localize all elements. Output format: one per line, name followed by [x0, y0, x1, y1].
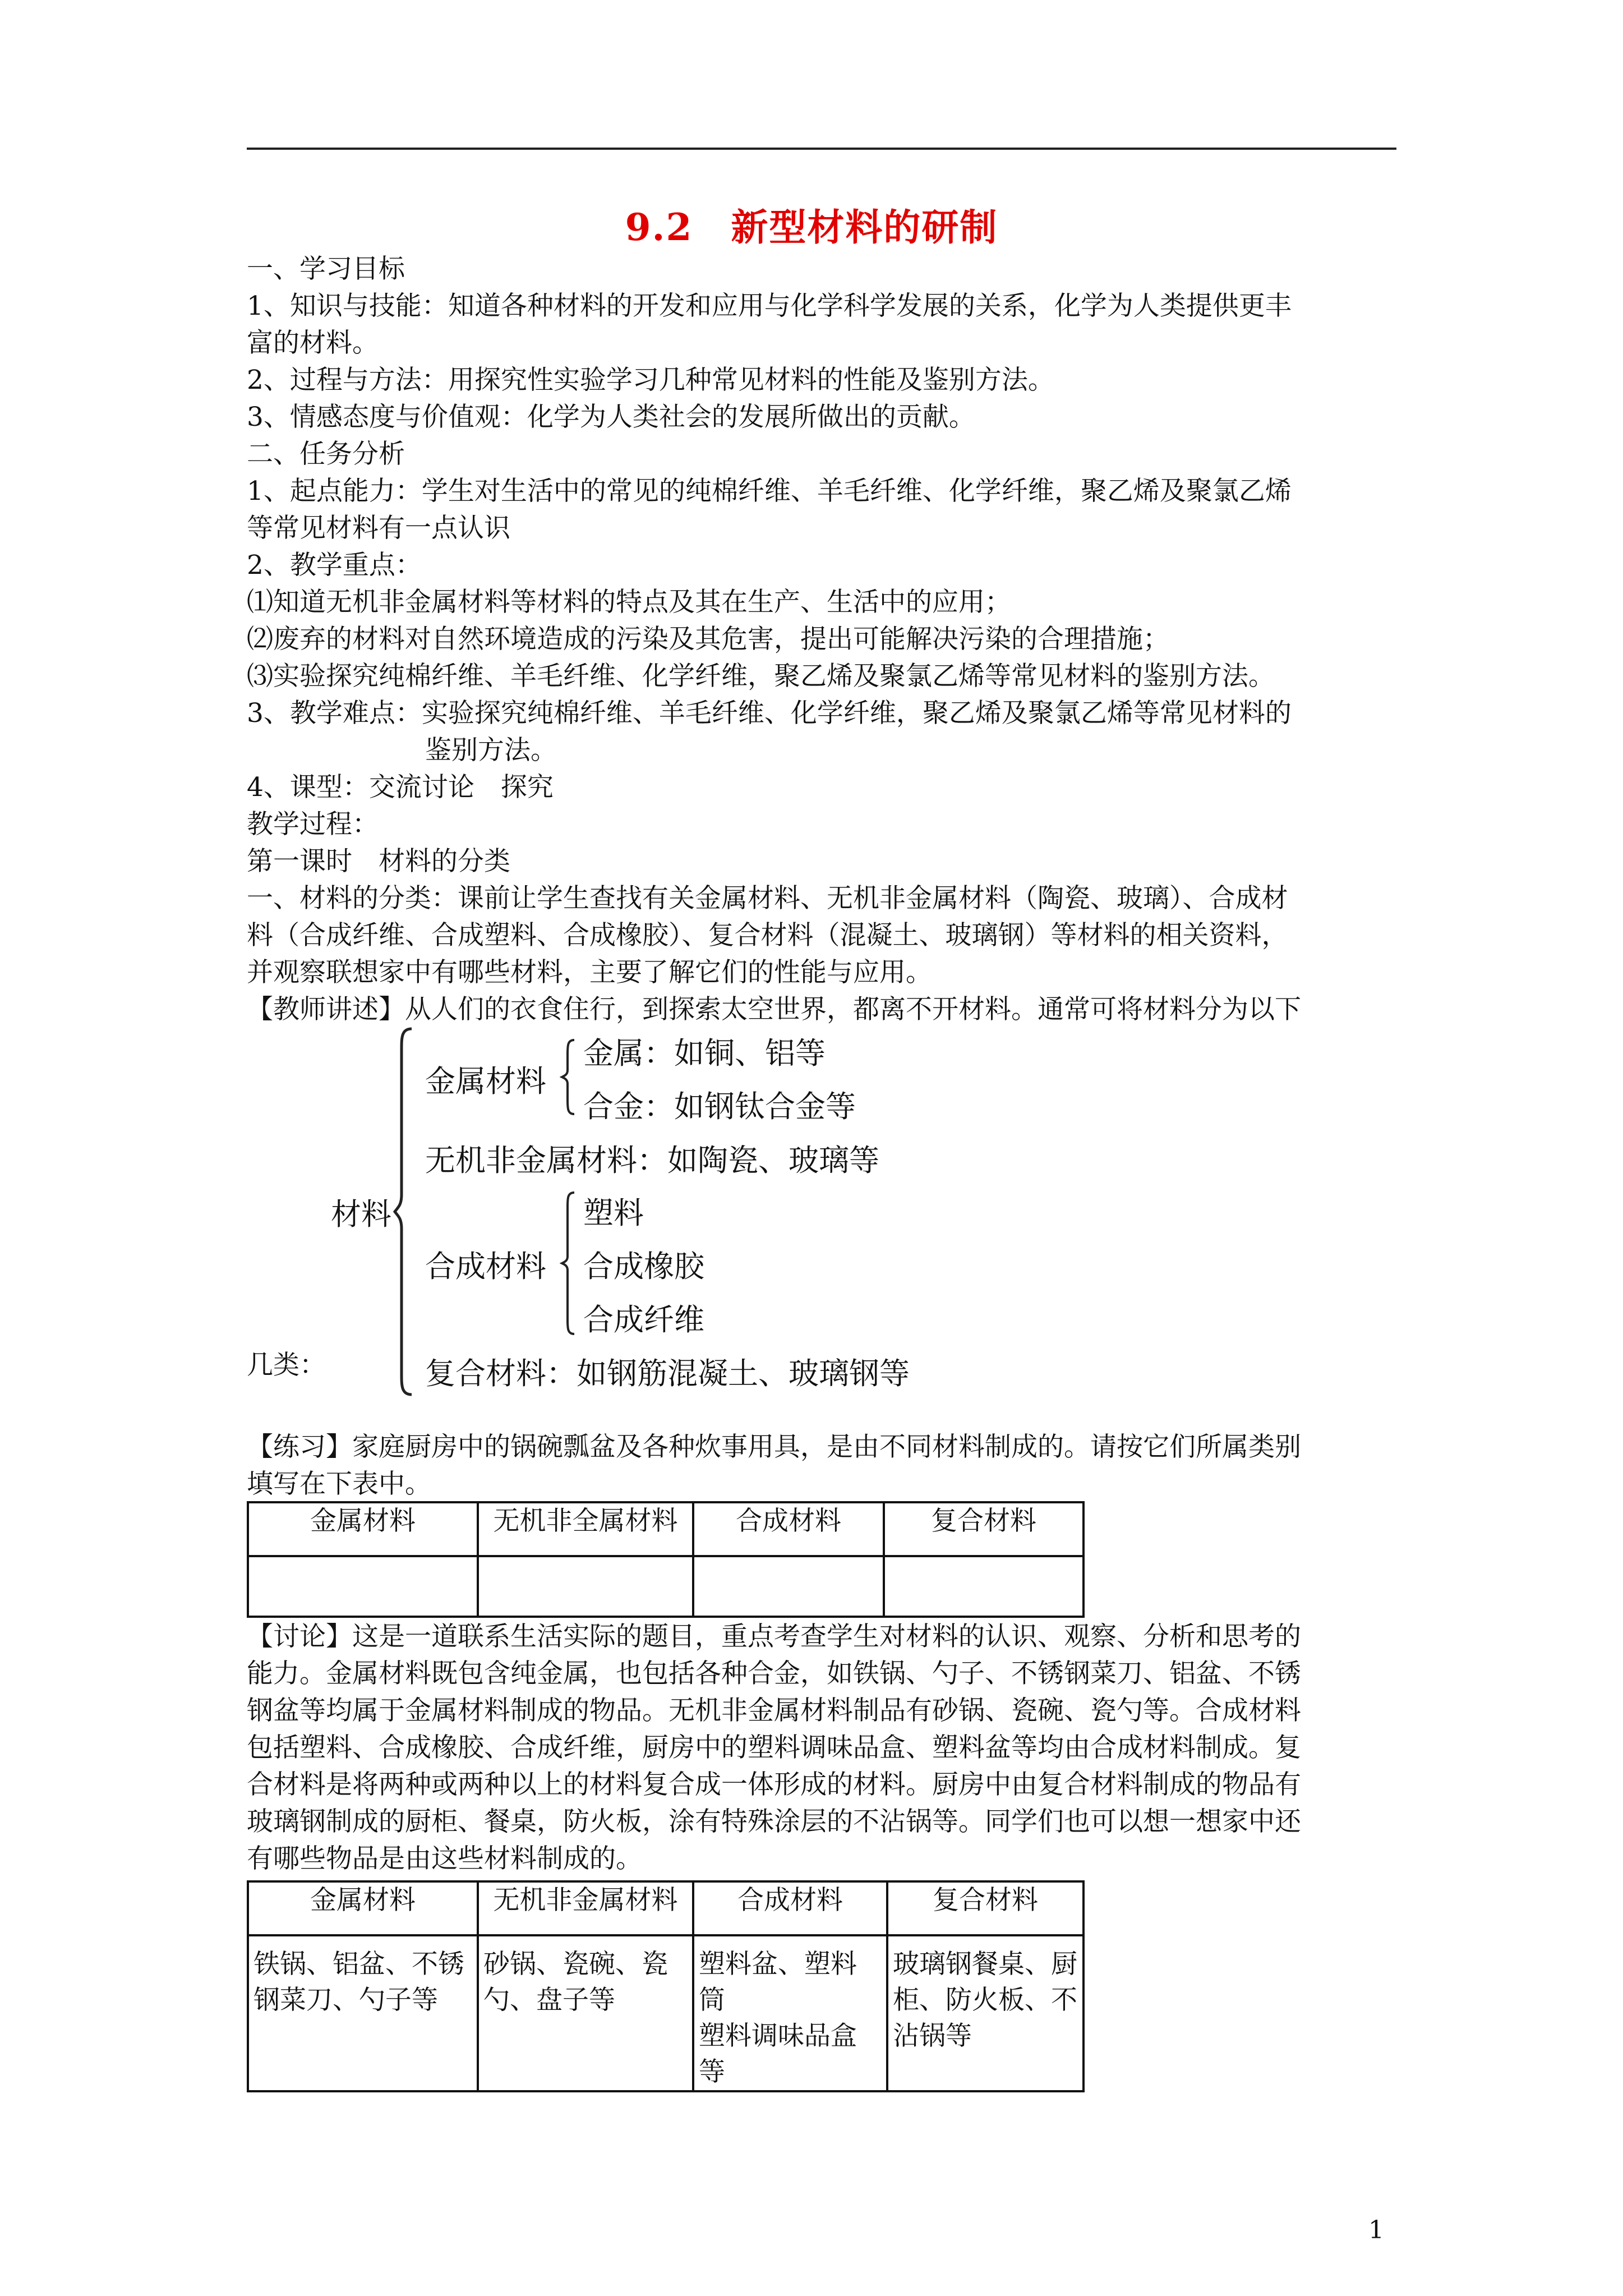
- cell-line: 勺、盘子等: [483, 1985, 615, 2016]
- table-cell: [248, 1935, 478, 2091]
- text-line: ⑴知道无机非金属材料等材料的特点及其在生产、生活中的应用；: [247, 587, 1011, 618]
- synthetic-brace: [560, 1190, 577, 1336]
- cell-line: 铁锅、铝盆、不锈: [253, 1949, 464, 1980]
- text-line: 3、情感态度与价值观：化学为人类社会的发展所做出的贡献。: [247, 402, 975, 432]
- header-cell: 无机非全属材料: [478, 1502, 693, 1556]
- cell-line: 砂锅、瓷碗、瓷: [483, 1949, 668, 1980]
- discussion-line: 有哪些物品是由这些材料制成的。: [247, 1843, 642, 1874]
- text-line: 教学过程：: [247, 809, 379, 840]
- cell-line: 玻璃钢餐桌、厨: [893, 1949, 1077, 1980]
- header-cell: 金属材料: [248, 1502, 478, 1556]
- diagram-metal-alloy: 合金：如钢钛合金等: [583, 1089, 856, 1124]
- text-line: 1、起点能力：学生对生活中的常见的纯棉纤维、羊毛纤维、化学纤维，聚乙烯及聚氯乙烯: [247, 476, 1292, 507]
- text-line: 一、材料的分类：课前让学生查找有关金属材料、无机非金属材料（陶瓷、玻璃）、合成材: [247, 883, 1288, 914]
- discussion-line: 合材料是将两种或两种以上的材料复合成一体形成的材料。厨房中由复合材料制成的物品有: [247, 1769, 1301, 1800]
- text-line: 料（合成纤维、合成塑料、合成橡胶）、复合材料（混凝土、玻璃钢）等材料的相关资料，: [247, 920, 1288, 951]
- text-line: ⑵废弃的材料对自然环境造成的污染及其危害，提出可能解决污染的合理措施；: [247, 624, 1169, 655]
- cell-line: 柜、防火板、不: [893, 1985, 1077, 2016]
- text-line: 3、教学难点：实验探究纯棉纤维、羊毛纤维、化学纤维，聚乙烯及聚氯乙烯等常见材料的: [247, 698, 1292, 729]
- table-cell: [887, 1935, 1083, 2091]
- cell-line: 塑料盆、塑料筒: [699, 1949, 857, 2016]
- diagram-metal: 金属材料: [425, 1064, 546, 1099]
- cell-line: 等: [699, 2056, 725, 2087]
- header-cell: 复合材料: [884, 1502, 1083, 1556]
- text-line: 4、课型：交流讨论 探究: [247, 772, 554, 803]
- answer-cell[interactable]: [478, 1556, 693, 1617]
- exercise-line: 【练习】家庭厨房中的锅碗瓢盆及各种炊事用具，是由不同材料制成的。请按它们所属类别: [247, 1432, 1301, 1462]
- header-cell: 合成材料: [693, 1502, 884, 1556]
- exercise-table: [247, 1501, 1085, 1618]
- discussion-line: 玻璃钢制成的厨柜、餐桌，防火板，涂有特殊涂层的不沾锅等。同学们也可以想一想家中还: [247, 1806, 1301, 1837]
- text-line: 富的材料。: [247, 328, 379, 358]
- text-line: 1、知识与技能：知道各种材料的开发和应用与化学科学发展的关系，化学为人类提供更丰: [247, 291, 1292, 321]
- text-line: 2、过程与方法：用探究性实验学习几种常见材料的性能及鉴别方法。: [247, 365, 1054, 395]
- answer-table: [247, 1880, 1085, 2092]
- table-cell: [693, 1935, 887, 2091]
- answer-cell[interactable]: [693, 1556, 884, 1617]
- cell-line: 钢菜刀、勺子等: [253, 1985, 438, 2016]
- text-line: 鉴别方法。: [425, 735, 557, 766]
- discussion-line: 钢盆等均属于金属材料制成的物品。无机非金属材料制品有砂锅、瓷碗、瓷勺等。合成材料: [247, 1695, 1301, 1726]
- document-title: 9.2 新型材料的研制: [625, 205, 998, 249]
- cell-line: 塑料调味品盒: [699, 2021, 857, 2051]
- diagram-plastic: 塑料: [583, 1195, 644, 1231]
- text-line: 几类：: [247, 1350, 326, 1381]
- header-cell: 合成材料: [693, 1881, 887, 1935]
- diagram-metal-pure: 金属：如铜、铝等: [583, 1036, 826, 1071]
- text-line: 并观察联想家中有哪些材料，主要了解它们的性能与应用。: [247, 957, 932, 988]
- diagram-inorganic: 无机非金属材料：如陶瓷、玻璃等: [425, 1143, 879, 1178]
- table-cell: [478, 1935, 693, 2091]
- page-number: 1: [1368, 2216, 1384, 2244]
- text-line: 2、教学重点：: [247, 550, 422, 581]
- text-line: ⑶实验探究纯棉纤维、羊毛纤维、化学纤维，聚乙烯及聚氯乙烯等常见材料的鉴别方法。: [247, 661, 1275, 692]
- exercise-line: 填写在下表中。: [247, 1469, 431, 1499]
- diagram-synthetic: 合成材料: [425, 1249, 546, 1284]
- header-cell: 金属材料: [248, 1881, 478, 1935]
- diagram-rubber: 合成橡胶: [583, 1249, 704, 1284]
- material-classification-diagram: [297, 1027, 970, 1397]
- text-line: 一、学习目标: [247, 254, 405, 284]
- text-line: 等常见材料有一点认识: [247, 513, 510, 544]
- cell-line: 沾锅等: [893, 2021, 972, 2051]
- diagram-fiber: 合成纤维: [583, 1302, 704, 1337]
- header-cell: 无机非金属材料: [478, 1881, 693, 1935]
- text-line: 【教师讲述】从人们的衣食住行，到探索太空世界，都离不开材料。通常可将材料分为以下: [247, 994, 1301, 1025]
- main-brace: [393, 1027, 415, 1397]
- diagram-root: 材料: [331, 1197, 391, 1232]
- discussion-line: 能力。金属材料既包含纯金属，也包括各种合金，如铁锅、勺子、不锈钢菜刀、铝盆、不锈: [247, 1658, 1301, 1689]
- text-line: 第一课时 材料的分类: [247, 846, 510, 877]
- header-rule: [247, 148, 1396, 150]
- discussion-line: 包括塑料、合成橡胶、合成纤维，厨房中的塑料调味品盒、塑料盆等均由合成材料制成。复: [247, 1732, 1301, 1763]
- answer-cell[interactable]: [248, 1556, 478, 1617]
- header-cell: 复合材料: [887, 1881, 1083, 1935]
- metal-brace: [560, 1038, 577, 1116]
- diagram-composite: 复合材料：如钢筋混凝土、玻璃钢等: [425, 1356, 910, 1391]
- discussion-line: 【讨论】这是一道联系生活实际的题目，重点考查学生对材料的认识、观察、分析和思考的: [247, 1621, 1301, 1652]
- text-line: 二、任务分析: [247, 439, 405, 470]
- answer-cell[interactable]: [884, 1556, 1083, 1617]
